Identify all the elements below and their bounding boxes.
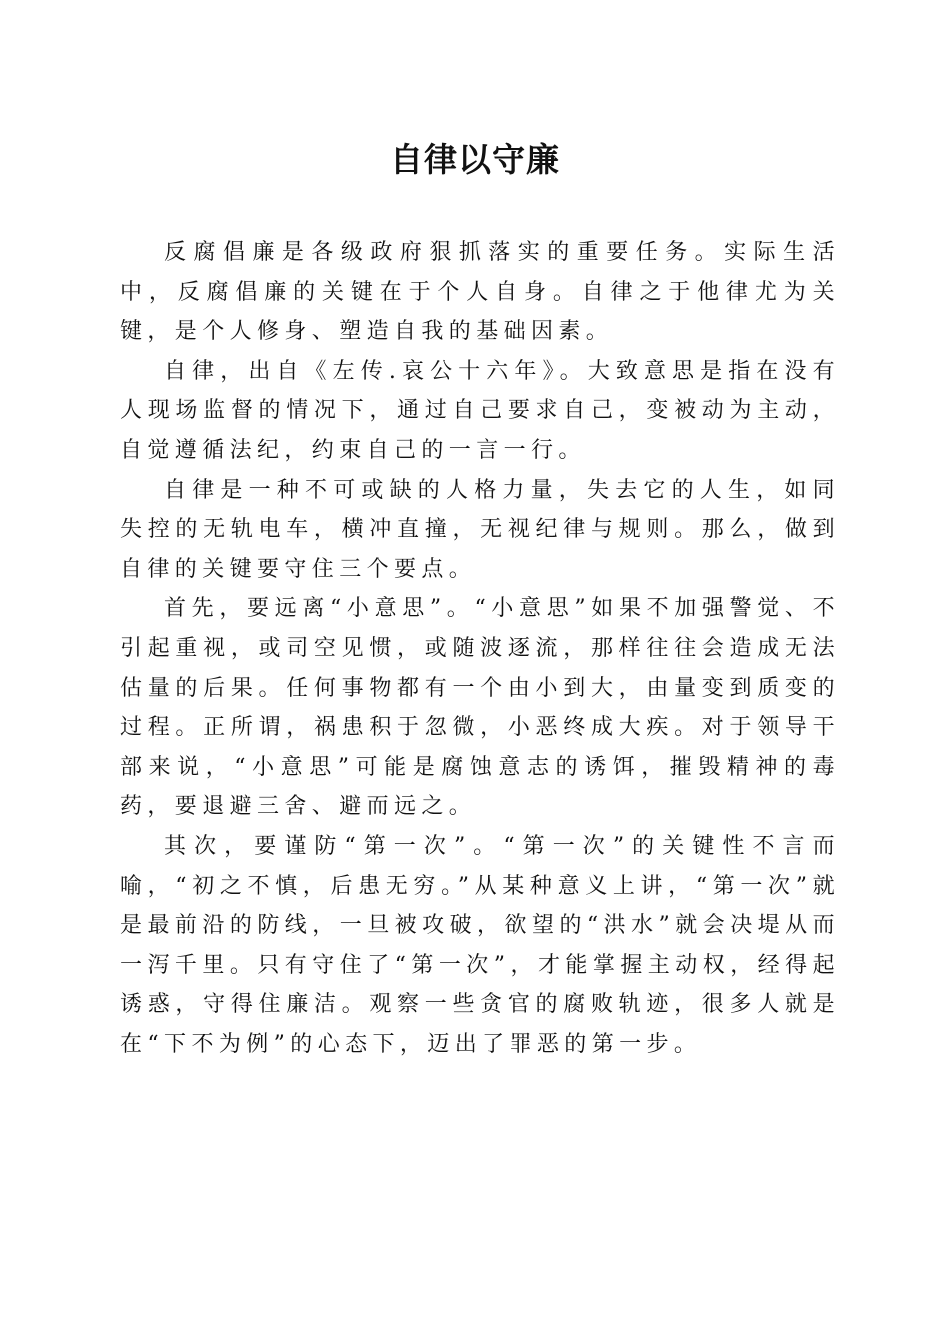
paragraph-5: 其次，要谨防“第一次”。“第一次”的关键性不言而喻，“初之不慎，后患无穷。”从某种意义上讲，“第一次”就是最前沿的防线，一旦被攻破，欲望的“洪水”就会决堤从而一泻千里。只有守住了“第一次”，才能掌握主动权，经得起诱惑，守得住廉洁。观察一些贪官的腐败轨迹，很多人就是在“下不为例”的心态下，迈出了罪恶的第一步。	[120, 833, 840, 1057]
paragraph-3: 自律是一种不可或缺的人格力量，失去它的人生，如同失控的无轨电车，横冲直撞，无视纪律与规则。那么，做到自律的关键要守住三个要点。	[120, 477, 840, 582]
paragraph-1: 反腐倡廉是各级政府狠抓落实的重要任务。实际生活中，反腐倡廉的关键在于个人自身。自律之于他律尤为关键，是个人修身、塑造自我的基础因素。	[120, 240, 840, 345]
document-title: 自律以守廉	[390, 140, 560, 179]
document-body	[120, 233, 840, 1064]
paragraph-4: 首先，要远离“小意思”。“小意思”如果不加强警觉、不引起重视，或司空见惯，或随波逐流，那样往往会造成无法估量的后果。任何事物都有一个由小到大，由量变到质变的过程。正所谓，祸患积于忽微，小恶终成大疾。对于领导干部来说，“小意思”可能是腐蚀意志的诱饵，摧毁精神的毒药，要退避三舍、避而远之。	[120, 596, 840, 820]
paragraph-2: 自律，出自《左传.哀公十六年》。大致意思是指在没有人现场监督的情况下，通过自己要求自己，变被动为主动，自觉遵循法纪，约束自己的一言一行。	[120, 358, 840, 463]
